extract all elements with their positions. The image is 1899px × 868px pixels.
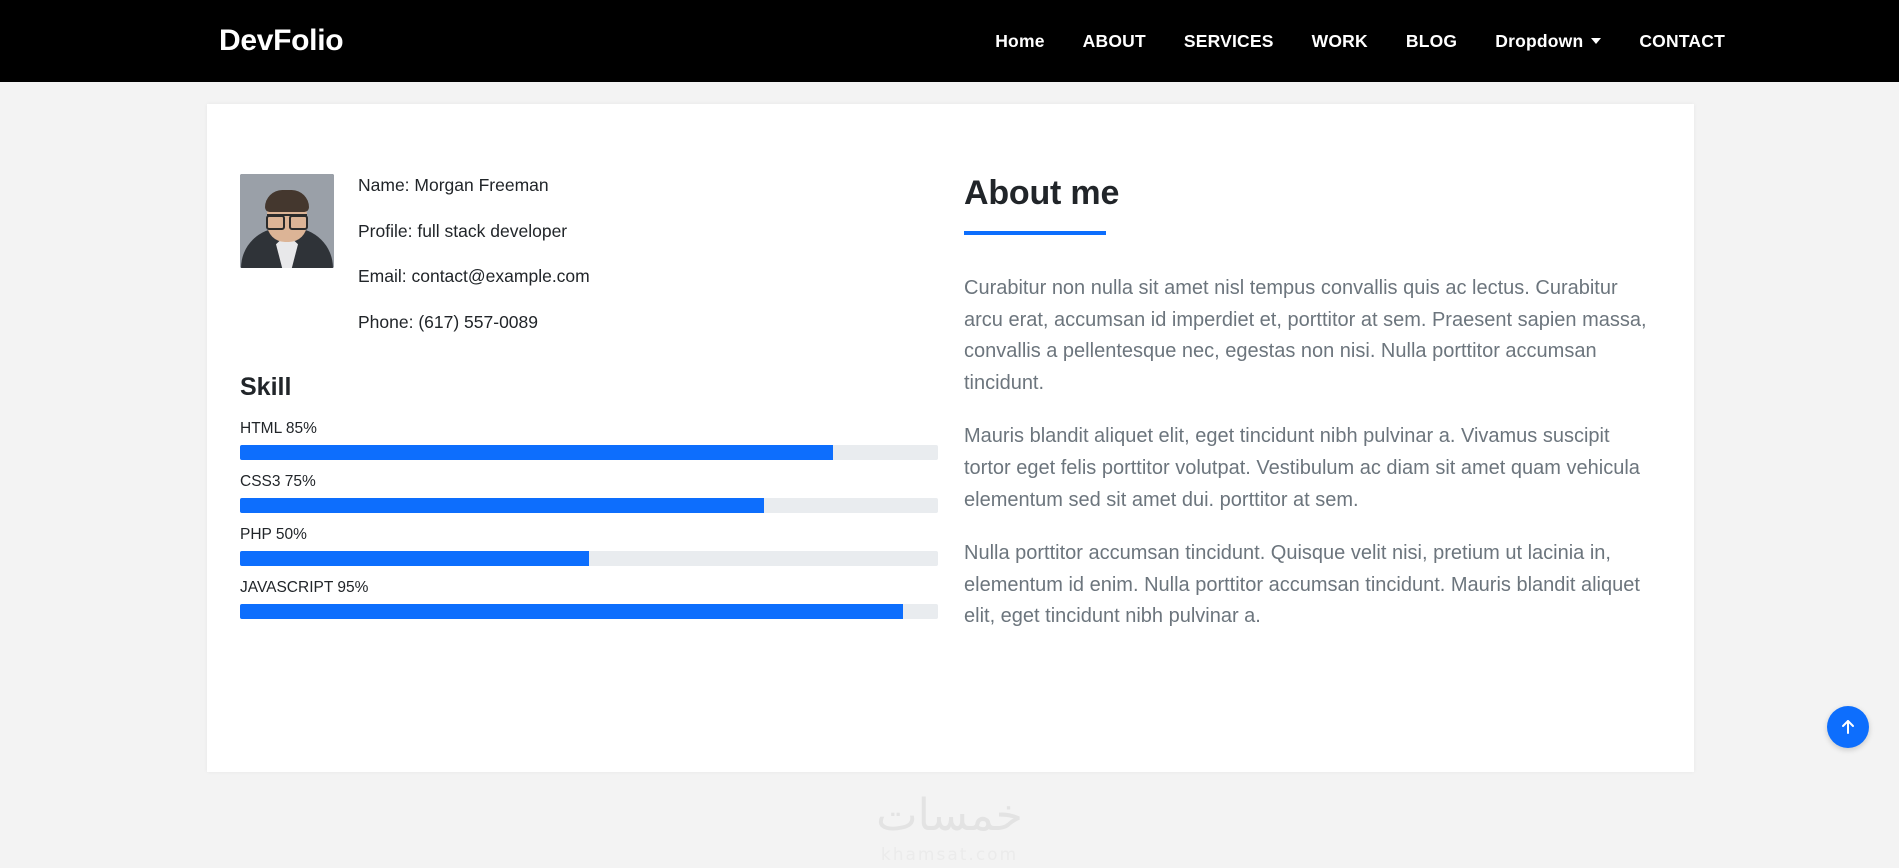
profile-role: Profile: full stack developer	[358, 220, 568, 241]
watermark	[0, 790, 1899, 865]
watermark-subtext: khamsat.com	[880, 845, 1019, 865]
skill-progress-css3	[240, 498, 938, 513]
profile-email: Email: contact@example.com	[358, 266, 590, 286]
watermark-text: خمسات	[876, 790, 1023, 841]
profile-phone: Phone: (617) 557-0089	[358, 311, 538, 332]
skill-progress-fill-javascript	[240, 604, 903, 619]
skill-label-javascript: JAVASCRIPT 95%	[240, 579, 369, 596]
about-heading-underline	[964, 231, 1106, 235]
skill-progress-html	[240, 445, 938, 460]
about-paragraph-3: Nulla porttitor accumsan tincidunt. Quisque velit nisi, pretium ut lacinia in, elementum id enim. Nulla porttitor accumsan tincidunt. Mauris blandit aliquet elit, eget tincidunt nibh pulvinar a.	[964, 542, 1640, 628]
arrow-up-icon	[1840, 719, 1856, 735]
skill-progress-javascript	[240, 604, 938, 619]
top-navbar	[0, 0, 1899, 82]
brand-logo[interactable]: DevFolio	[219, 24, 344, 57]
nav-dropdown-label: Dropdown	[1495, 30, 1584, 51]
nav-link-blog[interactable]: BLOG	[1405, 30, 1458, 51]
nav-link-dropdown[interactable]	[1476, 31, 1620, 52]
chevron-down-icon	[1591, 38, 1601, 44]
skill-item-css3	[240, 473, 907, 513]
nav-link-home[interactable]: Home	[995, 30, 1045, 51]
scroll-to-top-button[interactable]	[1827, 706, 1869, 748]
skill-progress-fill-css3	[240, 498, 764, 513]
skill-label-css3: CSS3 75%	[240, 473, 316, 490]
about-heading: About me	[964, 174, 1120, 212]
nav-link-services[interactable]: SERVICES	[1183, 30, 1274, 51]
skill-item-html	[240, 420, 907, 460]
profile-info-list	[358, 174, 590, 331]
nav-link-contact[interactable]: CONTACT	[1639, 30, 1725, 51]
skill-item-php	[240, 526, 907, 566]
skill-progress-fill-html	[240, 445, 833, 460]
page-body	[0, 82, 1899, 868]
skill-label-php: PHP 50%	[240, 526, 307, 543]
skill-progress-php	[240, 551, 938, 566]
profile-summary	[240, 174, 907, 331]
profile-name: Name: Morgan Freeman	[358, 175, 549, 195]
avatar	[240, 174, 334, 268]
about-paragraph-1: Curabitur non nulla sit amet nisl tempus convallis quis ac lectus. Curabitur arcu erat, accumsan id imperdiet et, porttitor at sem. Praesent sapien massa, convallis a pellentesque nec, egestas non nisi. Nulla porttitor accumsan tincidunt.	[964, 277, 1647, 394]
skill-label-html: HTML 85%	[240, 420, 317, 437]
skills-heading: Skill	[240, 373, 292, 401]
skill-item-javascript	[240, 579, 907, 619]
skill-progress-fill-php	[240, 551, 589, 566]
nav-link-work[interactable]: WORK	[1311, 30, 1368, 51]
about-paragraph-2: Mauris blandit aliquet elit, eget tincidunt nibh pulvinar a. Vivamus suscipit tortor eget felis porttitor volutpat. Vestibulum ac diam sit amet quam vehicula elementum sed sit amet dui. porttitor at sem.	[964, 425, 1640, 511]
profile-column	[207, 174, 907, 633]
about-column	[907, 174, 1647, 633]
nav-link-about[interactable]: ABOUT	[1082, 30, 1146, 51]
primary-nav	[976, 31, 1744, 52]
about-card	[207, 104, 1694, 772]
